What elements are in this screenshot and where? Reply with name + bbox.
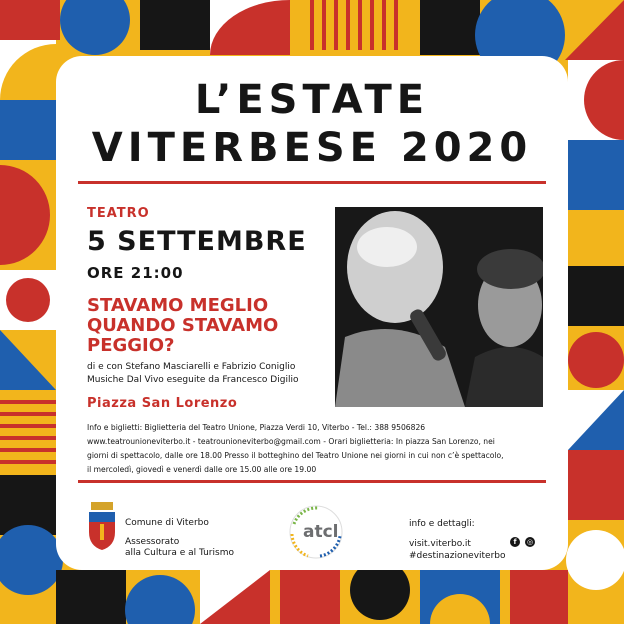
comune-name: Comune di Viterbo [125,518,209,528]
atcl-logo-text: atcl [303,522,339,542]
show-title-line: PEGGIO? [87,335,175,356]
website-link[interactable]: visit.viterbo.it [409,539,471,549]
info-line: giorni di spettacolo, dalle ore 18.00 Presso il botteghino del Teatro Unione nei giorni in cui non c’è spettacolo, [87,451,504,460]
event-card [56,56,568,570]
credit-line: Musiche Dal Vivo eseguite da Francesco Digilio [87,375,299,385]
show-title-line: QUANDO STAVAMO [87,315,279,336]
divider-bottom [78,480,546,483]
event-venue: Piazza San Lorenzo [87,396,238,411]
show-title [87,296,327,356]
credit-line: di e con Stefano Masciarelli e Fabrizio Coniglio [87,362,296,372]
instagram-icon[interactable]: ◎ [526,538,534,546]
poster-title-line1: L’ESTATE [194,77,430,123]
event-time: ORE 21:00 [87,264,184,282]
assessorato-line: Assessorato [125,537,180,547]
performers-photo [335,207,543,407]
info-line: www.teatrounioneviterbo.it - teatrounioneviterbo@gmail.com - Orari biglietteria: In piazza San Lorenzo, nei [87,437,495,446]
event-date: 5 SETTEMBRE [87,226,307,257]
event-category: TEATRO [87,206,150,221]
divider-top [78,181,546,184]
info-line: Info e biglietti: Biglietteria del Teatro Unione, Piazza Verdi 10, Viterbo - Tel.: 388 9506826 [87,423,426,432]
hashtag: #destinazioneviterbo [409,551,506,561]
assessorato-line: alla Cultura e al Turismo [125,548,234,558]
ticket-info [87,421,547,477]
contact-block [409,518,506,562]
contact-heading: info e dettagli: [409,519,475,529]
info-line: il mercoledì, giovedì e venerdì dalle ore 15.00 alle ore 19.00 [87,465,317,474]
facebook-icon[interactable]: f [510,537,520,547]
show-title-line: STAVAMO MEGLIO [87,295,269,316]
show-credits [87,361,347,387]
viterbo-crest-icon [85,502,119,550]
poster-title-line2: VITERBESE 2020 [91,125,533,171]
comune-block [125,518,234,559]
